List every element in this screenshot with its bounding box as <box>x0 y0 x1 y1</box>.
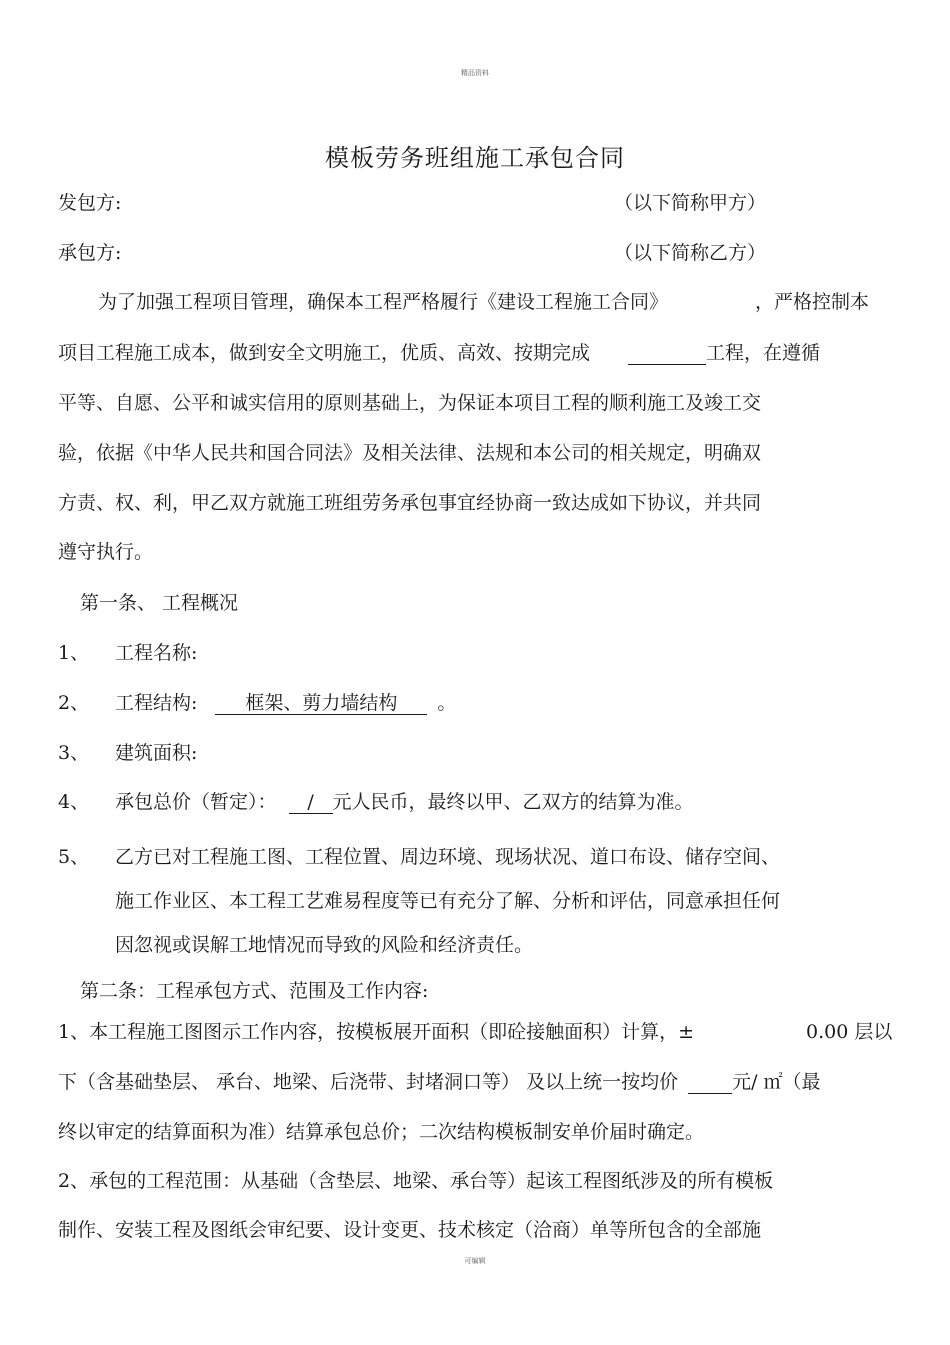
item-2-label: 工程结构: <box>115 692 198 714</box>
article2-heading: 第二条：工程承包方式、范围及工作内容: <box>80 980 429 1002</box>
item-4-number: 4、 <box>58 791 90 813</box>
item-5-line-3: 因忽视或误解工地情况而导致的风险和经济责任。 <box>115 934 534 956</box>
item-5-number: 5、 <box>58 846 90 868</box>
article2-p1-line-2-text: 下（含基础垫层、 承台、地梁、后浇带、封堵洞口等） 及以上统一按均价 <box>58 1071 679 1093</box>
article2-p1-line-1-tail: 0.00 层以 <box>806 1021 893 1043</box>
article2-p1-line-2 <box>58 1073 821 1094</box>
contractor-alias: （以下简称乙方） <box>614 242 767 264</box>
unit-price-blank <box>688 1073 732 1094</box>
preamble-line-2-tail: 工程，在遵循 <box>706 342 821 364</box>
item-2-suffix: 。 <box>437 692 457 714</box>
total-price-value: / <box>289 793 333 814</box>
employer-alias: （以下简称甲方） <box>614 192 767 214</box>
item-5-line-2: 施工作业区、本工程工艺难易程度等已有充分了解、分析和评估，同意承担任何 <box>115 890 781 912</box>
article2-p2-line-1: 2、承包的工程范围：从基础（含垫层、地梁、承台等）起该工程图纸涉及的所有模板 <box>58 1170 774 1192</box>
item-4-label: 承包总价（暂定）： <box>115 791 277 813</box>
item-4-suffix: 元人民币，最终以甲、乙双方的结算为准。 <box>332 791 694 813</box>
employer-label: 发包方: <box>58 192 122 214</box>
preamble-line-4: 验，依据《中华人民共和国合同法》及相关法律、法规和本公司的相关规定，明确双 <box>58 442 762 464</box>
header-note: 精品资料 <box>461 69 489 77</box>
item-3-number: 3、 <box>58 742 90 764</box>
structure-value: 框架、剪力墙结构 <box>215 694 427 715</box>
preamble-line-1: 为了加强工程项目管理，确保本工程严格履行《建设工程施工合同》 <box>98 291 669 313</box>
preamble-line-6: 遵守执行。 <box>58 541 154 563</box>
article2-p2-line-2: 制作、安装工程及图纸会审纪要、设计变更、技术核定（洽商）单等所包含的全部施 <box>58 1219 762 1241</box>
article2-p1-line-1: 1、本工程施工图图示工作内容，按模板展开面积（即砼接触面积）计算，± <box>58 1021 695 1043</box>
preamble-line-2-text: 项目工程施工成本，做到安全文明施工，优质、高效、按期完成 <box>58 342 591 364</box>
article2-p1-line-2-tail: 元/ ㎡（最 <box>732 1071 821 1093</box>
preamble-line-3: 平等、自愿、公平和诚实信用的原则基础上，为保证本项目工程的顺利施工及竣工交 <box>58 392 762 414</box>
preamble-line-2 <box>58 344 820 365</box>
footer-note: 可编辑 <box>464 1257 486 1265</box>
article2-p1-line-3: 终以审定的结算面积为准）结算承包总价；二次结构模板制安单价届时确定。 <box>58 1121 705 1143</box>
item-5-line-1: 乙方已对工程施工图、工程位置、周边环境、现场状况、道口布设、储存空间、 <box>115 846 781 868</box>
contractor-label: 承包方: <box>58 242 122 264</box>
article1-heading: 第一条、 工程概况 <box>80 592 239 614</box>
document-title: 模板劳务班组施工承包合同 <box>325 144 625 172</box>
preamble-line-5: 方责、权、利，甲乙双方就施工班组劳务承包事宜经协商一致达成如下协议，并共同 <box>58 492 762 514</box>
item-1-number: 1、 <box>58 642 90 664</box>
item-2-number: 2、 <box>58 692 90 714</box>
project-name-blank <box>628 344 706 365</box>
item-4-text <box>115 793 694 814</box>
item-2-text <box>115 694 456 715</box>
preamble-line-1-tail: ，严格控制本 <box>755 291 870 313</box>
item-1-text: 工程名称: <box>115 642 198 664</box>
item-3-text: 建筑面积: <box>115 742 198 764</box>
